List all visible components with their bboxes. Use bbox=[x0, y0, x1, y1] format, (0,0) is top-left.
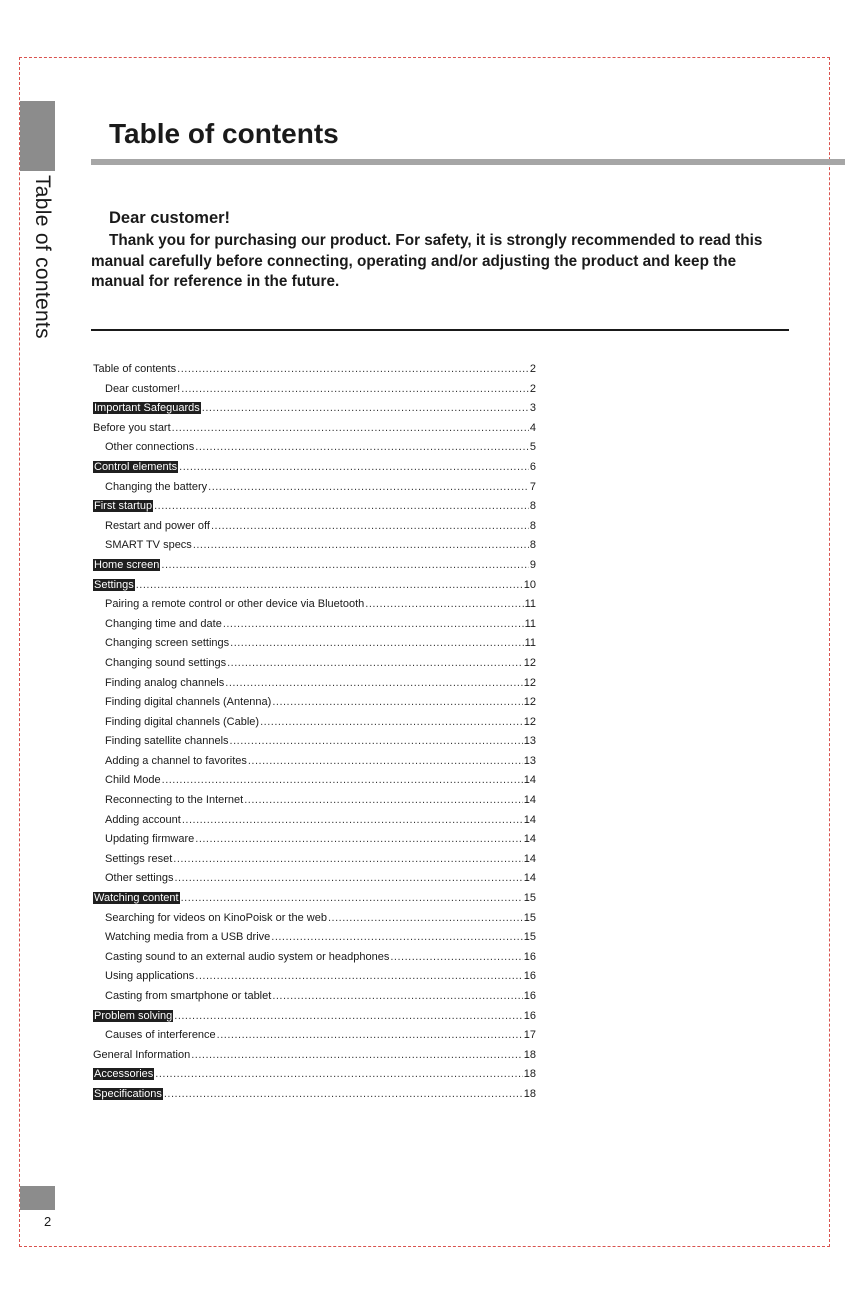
toc-entry-page: 17 bbox=[523, 1029, 536, 1042]
toc-entry-label: Other connections bbox=[105, 441, 195, 454]
toc-dot-leader bbox=[227, 657, 523, 669]
toc-entry-page: 8 bbox=[529, 500, 536, 513]
toc-entry-page: 18 bbox=[523, 1068, 536, 1081]
toc-entry-page: 18 bbox=[523, 1048, 536, 1061]
toc-dot-leader bbox=[328, 912, 523, 924]
section-separator bbox=[91, 329, 789, 331]
toc-entry-label: Home screen bbox=[94, 558, 160, 571]
toc-entry[interactable] bbox=[93, 500, 536, 520]
toc-entry[interactable] bbox=[93, 461, 536, 481]
toc-dot-leader bbox=[154, 500, 529, 512]
toc-entry-label: Casting sound to an external audio system or headphones bbox=[105, 950, 390, 963]
toc-entry[interactable] bbox=[93, 481, 536, 501]
toc-entry-page: 14 bbox=[523, 774, 536, 787]
toc-entry-page: 15 bbox=[523, 892, 536, 905]
toc-dot-leader bbox=[181, 383, 529, 395]
toc-dot-leader bbox=[161, 559, 528, 571]
toc-entry-label: Adding account bbox=[105, 813, 181, 826]
toc-entry[interactable] bbox=[93, 657, 536, 677]
toc-entry[interactable] bbox=[93, 794, 536, 814]
toc-dot-leader bbox=[223, 618, 524, 630]
toc-dot-leader bbox=[174, 1010, 522, 1022]
toc-entry-label: Before you start bbox=[93, 421, 171, 434]
page-title: Table of contents bbox=[109, 118, 339, 149]
toc-entry-page: 7 bbox=[529, 480, 536, 493]
toc-entry[interactable] bbox=[93, 892, 536, 912]
toc-entry[interactable] bbox=[93, 441, 536, 461]
toc-entry-label: Settings bbox=[94, 578, 134, 591]
toc-entry-label: Control elements bbox=[94, 460, 178, 473]
toc-entry-page: 18 bbox=[523, 1087, 536, 1100]
toc-entry[interactable] bbox=[93, 618, 536, 638]
toc-entry[interactable] bbox=[93, 951, 536, 971]
toc-dot-leader bbox=[195, 970, 522, 982]
toc-entry[interactable] bbox=[93, 853, 536, 873]
toc-dot-leader bbox=[272, 696, 522, 708]
toc-entry[interactable] bbox=[93, 1010, 536, 1030]
side-tab-marker-bottom bbox=[20, 1186, 55, 1210]
toc-dot-leader bbox=[202, 402, 529, 414]
toc-dot-leader bbox=[179, 461, 529, 473]
toc-entry-page: 11 bbox=[524, 617, 536, 630]
toc-entry-page: 14 bbox=[523, 813, 536, 826]
toc-entry[interactable] bbox=[93, 1029, 536, 1049]
toc-dot-leader bbox=[191, 1049, 523, 1061]
toc-entry[interactable] bbox=[93, 422, 536, 442]
toc-entry-label: Settings reset bbox=[105, 852, 173, 865]
toc-entry[interactable] bbox=[93, 716, 536, 736]
toc-dot-leader bbox=[193, 539, 529, 551]
toc-entry[interactable] bbox=[93, 598, 536, 618]
toc-entry-label: Reconnecting to the Internet bbox=[105, 794, 244, 807]
toc-entry[interactable] bbox=[93, 559, 536, 579]
toc-dot-leader bbox=[390, 951, 522, 963]
toc-entry-label: Finding satellite channels bbox=[105, 735, 229, 748]
toc-entry[interactable] bbox=[93, 579, 536, 599]
toc-entry-page: 16 bbox=[523, 990, 536, 1002]
greeting-body: Thank you for purchasing our product. For safety, it is strongly recommended to read this manual carefully before connecting, operating and/or adjusting the product and keep the manual for reference in the future. bbox=[91, 232, 763, 290]
toc-entry-label: SMART TV specs bbox=[105, 539, 192, 552]
toc-entry-label: Watching content bbox=[94, 892, 179, 905]
toc-entry-page: 3 bbox=[529, 402, 536, 415]
page-number: 2 bbox=[44, 1214, 52, 1229]
toc-entry[interactable] bbox=[93, 990, 536, 1010]
toc-entry-page: 4 bbox=[529, 421, 536, 434]
toc-entry-page: 15 bbox=[523, 931, 536, 944]
toc-entry-page: 11 bbox=[524, 637, 536, 650]
toc-entry[interactable] bbox=[93, 755, 536, 775]
toc-dot-leader bbox=[174, 872, 522, 884]
toc-entry-label: Child Mode bbox=[105, 774, 161, 787]
toc-entry-label: Watching media from a USB drive bbox=[105, 931, 271, 944]
toc-dot-leader bbox=[365, 598, 523, 610]
toc-entry-label: General Information bbox=[93, 1048, 191, 1061]
toc-dot-leader bbox=[244, 794, 523, 806]
table-of-contents bbox=[93, 363, 536, 1108]
toc-entry-label: Restart and power off bbox=[105, 519, 210, 532]
toc-entry-label: Changing time and date bbox=[105, 617, 222, 630]
toc-entry[interactable] bbox=[93, 1049, 536, 1069]
toc-entry[interactable] bbox=[93, 383, 536, 403]
toc-entry[interactable] bbox=[93, 912, 536, 932]
toc-entry-page: 13 bbox=[523, 735, 536, 748]
toc-entry-page: 14 bbox=[523, 833, 536, 846]
toc-entry-label: Important Safeguards bbox=[94, 402, 200, 415]
toc-entry[interactable] bbox=[93, 970, 536, 990]
toc-entry[interactable] bbox=[93, 931, 536, 951]
toc-dot-leader bbox=[230, 637, 523, 649]
toc-entry-page: 12 bbox=[523, 715, 536, 728]
side-tab-marker-top bbox=[20, 101, 55, 171]
toc-dot-leader bbox=[177, 363, 529, 375]
toc-entry[interactable] bbox=[93, 735, 536, 755]
toc-entry-label: Other settings bbox=[105, 872, 174, 885]
toc-dot-leader bbox=[182, 814, 523, 826]
toc-dot-leader bbox=[271, 931, 522, 943]
toc-entry[interactable] bbox=[93, 814, 536, 834]
toc-entry[interactable] bbox=[93, 1068, 536, 1088]
toc-entry-page: 16 bbox=[523, 1009, 536, 1022]
toc-dot-leader bbox=[155, 1068, 522, 1080]
toc-entry-page: 8 bbox=[529, 519, 536, 532]
toc-entry-page: 11 bbox=[524, 598, 536, 611]
toc-entry-page: 5 bbox=[529, 441, 536, 454]
toc-entry[interactable] bbox=[93, 363, 536, 383]
toc-entry-page: 13 bbox=[523, 754, 536, 767]
toc-entry-page: 10 bbox=[523, 578, 536, 591]
side-section-label: Table of contents bbox=[31, 175, 54, 339]
toc-dot-leader bbox=[260, 716, 523, 728]
toc-entry-page: 14 bbox=[523, 794, 536, 807]
toc-entry[interactable] bbox=[93, 520, 536, 540]
toc-entry[interactable] bbox=[93, 833, 536, 853]
toc-entry[interactable] bbox=[93, 696, 536, 716]
toc-entry[interactable] bbox=[93, 677, 536, 697]
toc-entry-label: Accessories bbox=[94, 1068, 154, 1081]
toc-entry-page: 16 bbox=[523, 950, 536, 963]
toc-dot-leader bbox=[208, 481, 529, 493]
toc-entry-label: Searching for videos on KinoPoisk or the web bbox=[105, 911, 327, 924]
toc-entry-label: Updating firmware bbox=[105, 833, 195, 846]
toc-entry-label: Adding a channel to favorites bbox=[105, 754, 247, 767]
toc-entry-page: 12 bbox=[523, 696, 536, 709]
toc-entry-label: Table of contents bbox=[93, 363, 177, 375]
toc-dot-leader bbox=[195, 441, 529, 453]
toc-dot-leader bbox=[162, 774, 523, 786]
toc-entry[interactable] bbox=[93, 774, 536, 794]
toc-entry-page: 12 bbox=[523, 676, 536, 689]
toc-entry[interactable] bbox=[93, 637, 536, 657]
toc-entry-label: Pairing a remote control or other device via Bluetooth bbox=[105, 598, 365, 611]
toc-dot-leader bbox=[225, 677, 522, 689]
toc-entry-page: 14 bbox=[523, 872, 536, 885]
title-underline bbox=[91, 159, 845, 165]
toc-dot-leader bbox=[173, 853, 522, 865]
toc-dot-leader bbox=[211, 520, 529, 532]
toc-entry-label: Using applications bbox=[105, 970, 195, 983]
toc-entry-label: Casting from smartphone or tablet bbox=[105, 990, 272, 1002]
toc-entry-label: Changing sound settings bbox=[105, 656, 227, 669]
toc-entry[interactable] bbox=[93, 872, 536, 892]
toc-entry-label: Problem solving bbox=[94, 1009, 173, 1022]
toc-entry[interactable] bbox=[93, 402, 536, 422]
toc-entry[interactable] bbox=[93, 1088, 536, 1108]
toc-entry-label: Finding digital channels (Antenna) bbox=[105, 696, 272, 709]
toc-entry-label: Specifications bbox=[94, 1087, 162, 1100]
toc-entry-page: 8 bbox=[529, 539, 536, 552]
toc-entry-label: Finding analog channels bbox=[105, 676, 225, 689]
toc-entry-label: First startup bbox=[94, 500, 153, 513]
toc-entry-label: Changing screen settings bbox=[105, 637, 230, 650]
toc-entry-page: 15 bbox=[523, 911, 536, 924]
toc-entry-page: 2 bbox=[529, 382, 536, 395]
toc-entry[interactable] bbox=[93, 539, 536, 559]
toc-entry-page: 6 bbox=[529, 460, 536, 473]
toc-entry-page: 2 bbox=[529, 363, 536, 375]
toc-entry-page: 9 bbox=[529, 558, 536, 571]
toc-entry-label: Finding digital channels (Cable) bbox=[105, 715, 260, 728]
toc-entry-page: 16 bbox=[523, 970, 536, 983]
toc-dot-leader bbox=[164, 1088, 523, 1100]
toc-dot-leader bbox=[272, 990, 522, 1002]
greeting-title: Dear customer! bbox=[109, 209, 231, 227]
toc-entry-label: Dear customer! bbox=[105, 382, 181, 395]
toc-entry-page: 12 bbox=[523, 656, 536, 669]
toc-dot-leader bbox=[136, 579, 523, 591]
toc-dot-leader bbox=[195, 833, 522, 845]
toc-entry-page: 14 bbox=[523, 852, 536, 865]
toc-entry-label: Causes of interference bbox=[105, 1029, 216, 1042]
toc-dot-leader bbox=[217, 1029, 523, 1041]
toc-dot-leader bbox=[248, 755, 523, 767]
toc-dot-leader bbox=[181, 892, 523, 904]
toc-dot-leader bbox=[172, 422, 529, 434]
toc-entry-label: Changing the battery bbox=[105, 480, 208, 493]
toc-dot-leader bbox=[230, 735, 523, 747]
